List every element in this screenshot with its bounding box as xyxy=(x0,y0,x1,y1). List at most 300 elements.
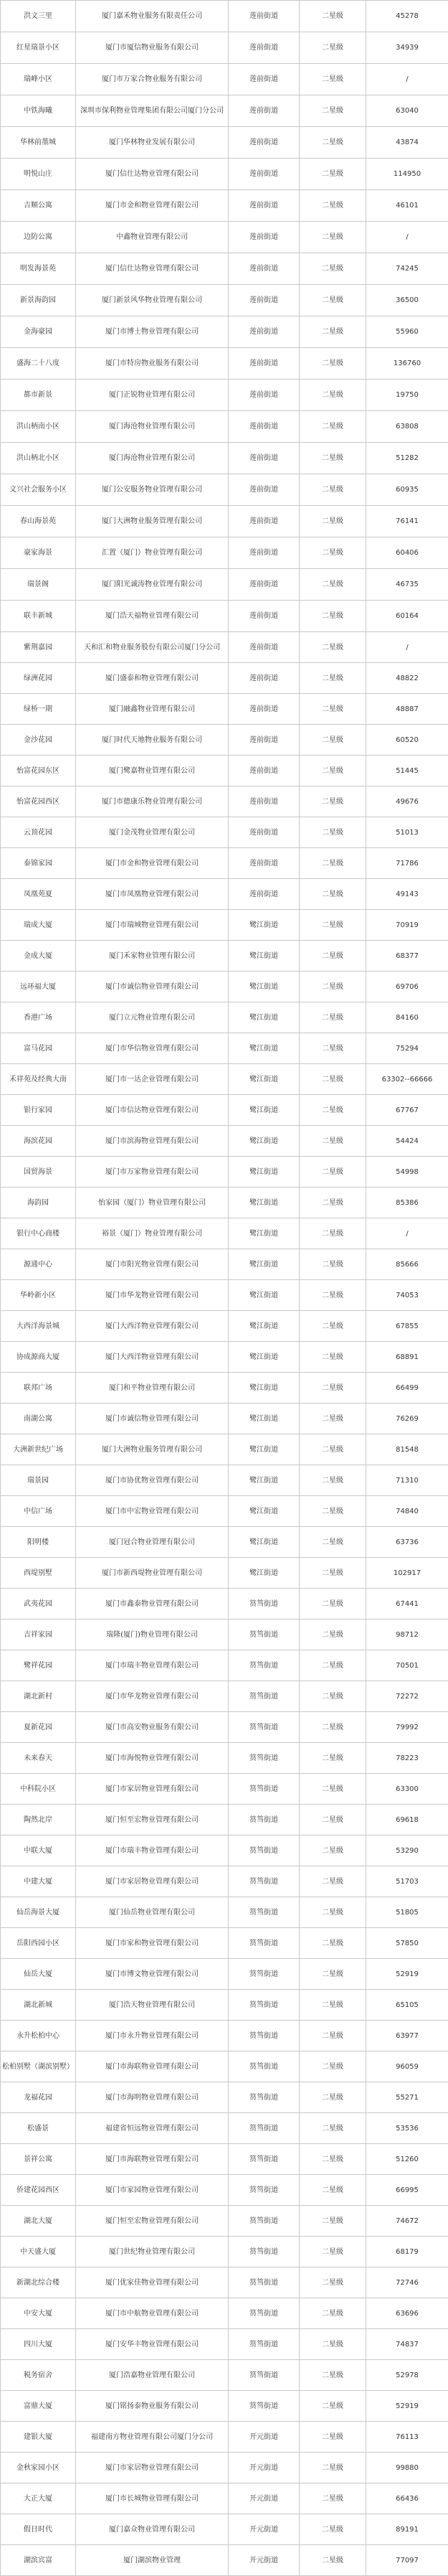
rating-cell: 二星级 xyxy=(300,2175,366,2206)
community-name-cell: 泰锦家园 xyxy=(1,848,76,879)
property-company-cell: 厦门市一达企业管理有限公司 xyxy=(76,1064,229,1095)
street-cell: 莲前街道 xyxy=(229,506,300,537)
street-cell: 鹭江街道 xyxy=(229,1465,300,1496)
street-cell: 筼筜街道 xyxy=(229,2113,300,2144)
rating-cell: 二星级 xyxy=(300,1620,366,1650)
rating-cell: 二星级 xyxy=(300,2051,366,2082)
rating-cell: 二星级 xyxy=(300,2483,366,2514)
rating-cell: 二星级 xyxy=(300,1558,366,1589)
table-row xyxy=(1,2329,448,2360)
community-name-cell: 边防公寓 xyxy=(1,222,76,253)
table-row xyxy=(1,1712,448,1743)
phone-cell: 85386 xyxy=(366,1188,448,1218)
table-row xyxy=(1,1002,448,1033)
table-row xyxy=(1,1743,448,1774)
community-name-cell: 仙岳大厦 xyxy=(1,1959,76,1990)
phone-cell: 48822 xyxy=(366,663,448,694)
table-row xyxy=(1,632,448,663)
phone-cell: 77097 xyxy=(366,2545,448,2576)
table-row xyxy=(1,1620,448,1650)
street-cell: 筼筜街道 xyxy=(229,1897,300,1928)
rating-cell: 二星级 xyxy=(300,601,366,632)
property-company-cell: 厦门湖滨物业管理 xyxy=(76,2545,229,2576)
rating-cell: 二星级 xyxy=(300,159,366,190)
street-cell: 莲前街道 xyxy=(229,159,300,190)
phone-cell: 74840 xyxy=(366,1496,448,1527)
phone-cell: 76113 xyxy=(366,2422,448,2453)
community-name-cell: 中建大厦 xyxy=(1,1866,76,1897)
street-cell: 鹭江街道 xyxy=(229,1373,300,1404)
table-row xyxy=(1,879,448,910)
rating-cell: 二星级 xyxy=(300,2144,366,2175)
community-name-cell: 紫荆嘉园 xyxy=(1,632,76,663)
community-name-cell: 富鼎大厦 xyxy=(1,2391,76,2422)
table-row xyxy=(1,1866,448,1897)
community-name-cell: 香港广场 xyxy=(1,1002,76,1033)
phone-cell: 49143 xyxy=(366,879,448,910)
rating-cell: 二星级 xyxy=(300,1527,366,1558)
community-name-cell: 大西洋海景城 xyxy=(1,1311,76,1342)
property-company-cell: 厦门市家居物业管理有限公司 xyxy=(76,1866,229,1897)
property-company-cell: 厦门金茂物业管理有限公司 xyxy=(76,817,229,848)
table-row xyxy=(1,1496,448,1527)
phone-cell: 43874 xyxy=(366,127,448,159)
street-cell: 鹭江街道 xyxy=(229,1496,300,1527)
property-company-cell: 厦门大洲物业服务管理有限公司 xyxy=(76,1434,229,1465)
phone-cell: 52919 xyxy=(366,2391,448,2422)
community-name-cell: 洪文三里 xyxy=(1,1,76,32)
table-row xyxy=(1,1126,448,1157)
table-row xyxy=(1,1434,448,1465)
community-name-cell: 湖北新城 xyxy=(1,1990,76,2021)
rating-cell: 二星级 xyxy=(300,127,366,159)
property-company-cell: 厦门盛泰和物业管理有限公司 xyxy=(76,663,229,694)
table-row xyxy=(1,1249,448,1280)
community-name-cell: 大洲新世纪广场 xyxy=(1,1434,76,1465)
street-cell: 莲前街道 xyxy=(229,316,300,348)
street-cell: 莲前街道 xyxy=(229,694,300,725)
table-row xyxy=(1,756,448,786)
property-company-cell: 厦门市万家物业管理有限公司 xyxy=(76,1157,229,1188)
rating-cell: 二星级 xyxy=(300,285,366,316)
community-name-cell: 怡富花园东区 xyxy=(1,756,76,786)
community-name-cell: 金秋家园小区 xyxy=(1,2453,76,2483)
property-company-cell: 厦门市华龙物业管理有限公司 xyxy=(76,1280,229,1311)
street-cell: 鹭江街道 xyxy=(229,1434,300,1465)
table-row xyxy=(1,694,448,725)
community-name-cell: 新湖北综合楼 xyxy=(1,2267,76,2298)
community-name-cell: 海滨花园 xyxy=(1,1126,76,1157)
table-row xyxy=(1,411,448,443)
phone-cell: 63302--66666 xyxy=(366,1064,448,1095)
street-cell: 筼筜街道 xyxy=(229,1589,300,1620)
community-name-cell: 远环福大厦 xyxy=(1,972,76,1002)
street-cell: 鹭江街道 xyxy=(229,1188,300,1218)
street-cell: 筼筜街道 xyxy=(229,1928,300,1959)
phone-cell: 71310 xyxy=(366,1465,448,1496)
rating-cell: 二星级 xyxy=(300,380,366,411)
property-company-cell: 厦门市家园物业管理有限公司 xyxy=(76,2175,229,2206)
rating-cell: 二星级 xyxy=(300,1897,366,1928)
street-cell: 筼筜街道 xyxy=(229,2360,300,2391)
table-row xyxy=(1,1897,448,1928)
property-company-cell: 厦门市华龙物业管理有限公司 xyxy=(76,1681,229,1712)
rating-cell: 二星级 xyxy=(300,1311,366,1342)
property-company-cell: 厦门时代天地物业服务有限公司 xyxy=(76,725,229,756)
community-name-cell: 瑞景园 xyxy=(1,1465,76,1496)
community-name-cell: 豪家海景 xyxy=(1,537,76,569)
phone-cell: 67767 xyxy=(366,1095,448,1126)
street-cell: 筼筜街道 xyxy=(229,2051,300,2082)
rating-cell: 二星级 xyxy=(300,1157,366,1188)
property-company-cell: 厦门融鑫物业管理有限公司 xyxy=(76,694,229,725)
table-row xyxy=(1,1558,448,1589)
phone-cell: 49676 xyxy=(366,786,448,817)
community-name-cell: 湖北大厦 xyxy=(1,2206,76,2237)
property-company-cell: 厦门市瑞城物业管理有限公司 xyxy=(76,910,229,941)
community-name-cell: 阳明楼 xyxy=(1,1527,76,1558)
table-row xyxy=(1,2237,448,2267)
table-row xyxy=(1,1774,448,1805)
property-company-cell: 厦门浩天福物业管理有限公司 xyxy=(76,601,229,632)
phone-cell: 60406 xyxy=(366,537,448,569)
street-cell: 鹭江街道 xyxy=(229,1558,300,1589)
community-name-cell: 中联大厦 xyxy=(1,1835,76,1866)
street-cell: 筼筜街道 xyxy=(229,1835,300,1866)
street-cell: 莲前街道 xyxy=(229,32,300,64)
property-company-cell: 厦门华林物业发展有限公司 xyxy=(76,127,229,159)
property-company-cell: 厦门市永升物业管理有限公司 xyxy=(76,2021,229,2051)
street-cell: 莲前街道 xyxy=(229,725,300,756)
community-name-cell: 西堤别墅 xyxy=(1,1558,76,1589)
phone-cell: 60935 xyxy=(366,474,448,506)
street-cell: 筼筜街道 xyxy=(229,1990,300,2021)
community-name-cell: 都市新景 xyxy=(1,380,76,411)
table-row xyxy=(1,1465,448,1496)
street-cell: 莲前街道 xyxy=(229,474,300,506)
table-row xyxy=(1,1373,448,1404)
property-company-cell: 厦门大西洋物业管理有限公司 xyxy=(76,1342,229,1373)
phone-cell: 72272 xyxy=(366,1681,448,1712)
table-row xyxy=(1,2021,448,2051)
community-name-cell: 武夷花园 xyxy=(1,1589,76,1620)
street-cell: 开元街道 xyxy=(229,2514,300,2545)
rating-cell: 二星级 xyxy=(300,1095,366,1126)
street-cell: 筼筜街道 xyxy=(229,2175,300,2206)
phone-cell: 46101 xyxy=(366,190,448,222)
property-company-cell: 厦门安华丰物业管理有限公司 xyxy=(76,2329,229,2360)
rating-cell: 二星级 xyxy=(300,2206,366,2237)
phone-cell: / xyxy=(366,222,448,253)
community-name-cell: 松柏别墅（湖滨别墅） xyxy=(1,2051,76,2082)
street-cell: 莲前街道 xyxy=(229,817,300,848)
table-row xyxy=(1,1280,448,1311)
phone-cell: 51013 xyxy=(366,817,448,848)
table-row xyxy=(1,253,448,285)
rating-cell: 二星级 xyxy=(300,786,366,817)
rating-cell: 二星级 xyxy=(300,2021,366,2051)
table-row xyxy=(1,1589,448,1620)
property-company-cell: 厦门市海悦物业管理有限公司 xyxy=(76,1743,229,1774)
property-company-cell: 中鑫物业管理有限公司 xyxy=(76,222,229,253)
property-company-cell: 怡家园（厦门）物业管理有限公司 xyxy=(76,1188,229,1218)
phone-cell: 74053 xyxy=(366,1280,448,1311)
phone-cell: 55960 xyxy=(366,316,448,348)
table-row xyxy=(1,910,448,941)
table-row xyxy=(1,348,448,380)
street-cell: 开元街道 xyxy=(229,2422,300,2453)
community-name-cell: 华林前墨城 xyxy=(1,127,76,159)
street-cell: 莲前街道 xyxy=(229,1,300,32)
community-name-cell: 未来春天 xyxy=(1,1743,76,1774)
table-row xyxy=(1,1,448,32)
rating-cell: 二星级 xyxy=(300,1712,366,1743)
table-row xyxy=(1,2298,448,2329)
phone-cell: 136760 xyxy=(366,348,448,380)
table-row xyxy=(1,1033,448,1064)
rating-cell: 二星级 xyxy=(300,1126,366,1157)
table-row xyxy=(1,1188,448,1218)
rating-cell: 二星级 xyxy=(300,1002,366,1033)
property-company-cell: 厦门嘉禾物业服务有限责任公司 xyxy=(76,1,229,32)
property-company-cell: 厦门市诚信物业管理有限公司 xyxy=(76,972,229,1002)
community-name-cell: 红星瑞景小区 xyxy=(1,32,76,64)
table-row xyxy=(1,2514,448,2545)
rating-cell: 二星级 xyxy=(300,64,366,95)
rating-cell: 二星级 xyxy=(300,1434,366,1465)
rating-cell: 二星级 xyxy=(300,725,366,756)
phone-cell: / xyxy=(366,64,448,95)
phone-cell: 78223 xyxy=(366,1743,448,1774)
property-company-cell: 厦门市诚信物业管理有限公司 xyxy=(76,1404,229,1434)
property-company-cell: 厦门和平物业管理有限公司 xyxy=(76,1373,229,1404)
rating-cell: 二星级 xyxy=(300,1465,366,1496)
community-name-cell: 夏新花园 xyxy=(1,1712,76,1743)
property-company-cell: 厦门市万家合物业服务有限公司 xyxy=(76,64,229,95)
property-company-cell: 厦门海沧物业管理有限公司 xyxy=(76,411,229,443)
table-body xyxy=(1,1,448,2576)
table-row xyxy=(1,2483,448,2514)
table-row xyxy=(1,1835,448,1866)
property-company-cell: 厦门恒至宏物业管理有限公司 xyxy=(76,1805,229,1835)
rating-cell: 二星级 xyxy=(300,1064,366,1095)
rating-cell: 二星级 xyxy=(300,2422,366,2453)
phone-cell: 81548 xyxy=(366,1434,448,1465)
phone-cell: 52978 xyxy=(366,2360,448,2391)
community-name-cell: 税务宿舍 xyxy=(1,2360,76,2391)
rating-cell: 二星级 xyxy=(300,2514,366,2545)
community-name-cell: 绿桥一期 xyxy=(1,694,76,725)
table-row xyxy=(1,2360,448,2391)
rating-cell: 二星级 xyxy=(300,1835,366,1866)
rating-cell: 二星级 xyxy=(300,756,366,786)
community-name-cell: 四川大厦 xyxy=(1,2329,76,2360)
property-company-cell: 厦门市凤凰物业管理有限公司 xyxy=(76,879,229,910)
rating-cell: 二星级 xyxy=(300,910,366,941)
rating-cell: 二星级 xyxy=(300,848,366,879)
phone-cell: 85666 xyxy=(366,1249,448,1280)
property-company-cell: 厦门鹭嘉物业管理有限公司 xyxy=(76,756,229,786)
table-row xyxy=(1,2545,448,2576)
rating-cell: 二星级 xyxy=(300,1928,366,1959)
phone-cell: 63696 xyxy=(366,2298,448,2329)
phone-cell: 57850 xyxy=(366,1928,448,1959)
community-name-cell: 松盛景 xyxy=(1,2113,76,2144)
phone-cell: 84160 xyxy=(366,1002,448,1033)
street-cell: 开元街道 xyxy=(229,2483,300,2514)
street-cell: 鹭江街道 xyxy=(229,1280,300,1311)
community-name-cell: 中信广场 xyxy=(1,1496,76,1527)
phone-cell: 53290 xyxy=(366,1835,448,1866)
property-company-cell: 厦门市长城物业管理有限公司 xyxy=(76,2483,229,2514)
phone-cell: 60164 xyxy=(366,601,448,632)
street-cell: 筼筜街道 xyxy=(229,2082,300,2113)
street-cell: 莲前街道 xyxy=(229,253,300,285)
property-company-cell: 厦门市协优物业管理有限公司 xyxy=(76,1465,229,1496)
street-cell: 莲前街道 xyxy=(229,786,300,817)
phone-cell: 34939 xyxy=(366,32,448,64)
table-row xyxy=(1,2267,448,2298)
rating-cell: 二星级 xyxy=(300,1342,366,1373)
street-cell: 筼筜街道 xyxy=(229,1959,300,1990)
community-name-cell: 瑞成大厦 xyxy=(1,910,76,941)
phone-cell: 54424 xyxy=(366,1126,448,1157)
table-row xyxy=(1,786,448,817)
phone-cell: 48887 xyxy=(366,694,448,725)
street-cell: 筼筜街道 xyxy=(229,1712,300,1743)
community-name-cell: 银行中心商楼 xyxy=(1,1218,76,1249)
street-cell: 莲前街道 xyxy=(229,348,300,380)
phone-cell: 67855 xyxy=(366,1311,448,1342)
community-name-cell: 金沙花园 xyxy=(1,725,76,756)
table-row xyxy=(1,2206,448,2237)
phone-cell: 53536 xyxy=(366,2113,448,2144)
community-name-cell: 华岭新小区 xyxy=(1,1280,76,1311)
phone-cell: 19750 xyxy=(366,380,448,411)
property-company-cell: 厦门铭扬泰物业服务有限公司 xyxy=(76,2391,229,2422)
street-cell: 鹭江街道 xyxy=(229,1218,300,1249)
property-company-cell: 裕景（厦门）物业管理有限公司 xyxy=(76,1218,229,1249)
community-name-cell: 南湖公寓 xyxy=(1,1404,76,1434)
street-cell: 筼筜街道 xyxy=(229,1620,300,1650)
community-name-cell: 吉祥家园 xyxy=(1,1620,76,1650)
rating-cell: 二星级 xyxy=(300,1373,366,1404)
table-row xyxy=(1,663,448,694)
street-cell: 莲前街道 xyxy=(229,285,300,316)
rating-cell: 二星级 xyxy=(300,2113,366,2144)
property-company-cell: 厦门阳光诚涛物业管理有限公司 xyxy=(76,569,229,601)
street-cell: 开元街道 xyxy=(229,2453,300,2483)
community-name-cell: 富马花园 xyxy=(1,1033,76,1064)
street-cell: 鹭江街道 xyxy=(229,1095,300,1126)
property-company-cell: 厦门市博文物业管理有限公司 xyxy=(76,1959,229,1990)
community-name-cell: 仙岳海景大厦 xyxy=(1,1897,76,1928)
community-name-cell: 禾祥苑及经典大南 xyxy=(1,1064,76,1095)
rating-cell: 二星级 xyxy=(300,1774,366,1805)
phone-cell: 69706 xyxy=(366,972,448,1002)
rating-cell: 二星级 xyxy=(300,222,366,253)
property-company-cell: 深圳市保利物业管理集团有限公司厦门分公司 xyxy=(76,95,229,127)
table-row xyxy=(1,1805,448,1835)
phone-cell: / xyxy=(366,1218,448,1249)
property-company-cell: 厦门冠合物业管理有限公司 xyxy=(76,1527,229,1558)
community-name-cell: 新景海韵园 xyxy=(1,285,76,316)
street-cell: 筼筜街道 xyxy=(229,1650,300,1681)
property-company-cell: 厦门信仕达物业管理有限公司 xyxy=(76,253,229,285)
community-name-cell: 岳阳西园小区 xyxy=(1,1928,76,1959)
street-cell: 筼筜街道 xyxy=(229,2298,300,2329)
community-name-cell: 海韵园 xyxy=(1,1188,76,1218)
property-company-cell: 厦门市家居物业管理有限公司 xyxy=(76,2453,229,2483)
community-name-cell: 侨建花园西区 xyxy=(1,2175,76,2206)
community-name-cell: 中天盛大厦 xyxy=(1,2237,76,2267)
rating-cell: 二星级 xyxy=(300,95,366,127)
phone-cell: 68179 xyxy=(366,2237,448,2267)
street-cell: 鹭江街道 xyxy=(229,1404,300,1434)
rating-cell: 二星级 xyxy=(300,632,366,663)
street-cell: 莲前街道 xyxy=(229,222,300,253)
property-company-cell: 厦门仙岳物业管理有限公司 xyxy=(76,1897,229,1928)
phone-cell: 45278 xyxy=(366,1,448,32)
phone-cell: 70919 xyxy=(366,910,448,941)
community-name-cell: 洪山柄南小区 xyxy=(1,411,76,443)
community-name-cell: 湖滨宾富 xyxy=(1,2545,76,2576)
rating-cell: 二星级 xyxy=(300,2360,366,2391)
community-name-cell: 假日时代 xyxy=(1,2514,76,2545)
rating-cell: 二星级 xyxy=(300,411,366,443)
phone-cell: 46735 xyxy=(366,569,448,601)
street-cell: 开元街道 xyxy=(229,2545,300,2576)
property-company-cell: 厦门世纪物业管理有限公司 xyxy=(76,2237,229,2267)
community-name-cell: 景祥公寓 xyxy=(1,2144,76,2175)
community-name-cell: 协成源商大厦 xyxy=(1,1342,76,1373)
rating-cell: 二星级 xyxy=(300,1959,366,1990)
rating-cell: 二星级 xyxy=(300,443,366,474)
community-name-cell: 明发海景苑 xyxy=(1,253,76,285)
street-cell: 筼筜街道 xyxy=(229,2206,300,2237)
rating-cell: 二星级 xyxy=(300,2453,366,2483)
table-row xyxy=(1,941,448,972)
rating-cell: 二星级 xyxy=(300,2391,366,2422)
phone-cell: 76269 xyxy=(366,1404,448,1434)
rating-cell: 二星级 xyxy=(300,817,366,848)
street-cell: 筼筜街道 xyxy=(229,2329,300,2360)
phone-cell: 51445 xyxy=(366,756,448,786)
table-row xyxy=(1,725,448,756)
property-company-cell: 厦门市博士物业管理有限公司 xyxy=(76,316,229,348)
table-row xyxy=(1,569,448,601)
table-row xyxy=(1,2422,448,2453)
rating-cell: 二星级 xyxy=(300,2329,366,2360)
table-row xyxy=(1,1681,448,1712)
phone-cell: 89191 xyxy=(366,2514,448,2545)
community-name-cell: 建银大厦 xyxy=(1,2422,76,2453)
street-cell: 鹭江街道 xyxy=(229,1342,300,1373)
phone-cell: 75294 xyxy=(366,1033,448,1064)
rating-cell: 二星级 xyxy=(300,941,366,972)
property-company-cell: 厦门正锐物业管理有限公司 xyxy=(76,380,229,411)
rating-cell: 二星级 xyxy=(300,2298,366,2329)
property-company-cell: 厦门嘉众物业管理有限公司 xyxy=(76,2514,229,2545)
phone-cell: 65105 xyxy=(366,1990,448,2021)
community-name-cell: 湖北新村 xyxy=(1,1681,76,1712)
table-row xyxy=(1,64,448,95)
community-name-cell: 洪山柄北小区 xyxy=(1,443,76,474)
street-cell: 筼筜街道 xyxy=(229,2144,300,2175)
rating-cell: 二星级 xyxy=(300,1404,366,1434)
phone-cell: 99880 xyxy=(366,2453,448,2483)
table-row xyxy=(1,2175,448,2206)
